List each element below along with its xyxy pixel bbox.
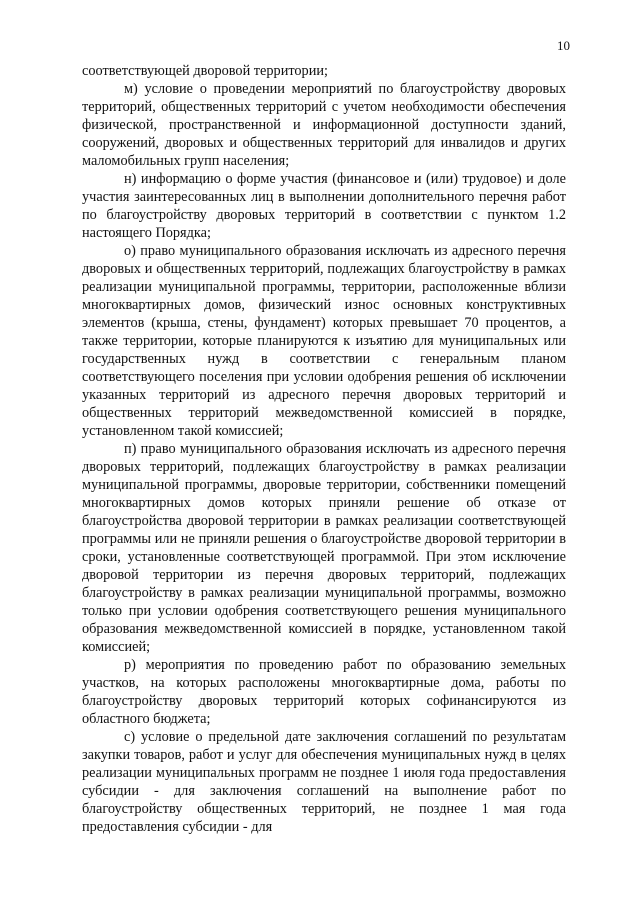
paragraph-item-s: с) условие о предельной дате заключения соглашений по результатам закупки товаров, работ и услуг для обеспечения муниципальных нужд в целях реализации муниципальных программ не позднее 1 июля года предоставления субсидии - для заключения соглашений на выполнение работ по благоустройству общественных территорий, не позднее 1 мая года предоставления субсидии - для (82, 729, 566, 835)
paragraph-item-n: н) информацию о форме участия (финансовое и (или) трудовое) и доле участия заинтересованных лиц в выполнении дополнительного перечня работ по благоустройству дворовых территорий в соответствии с пунктом 1.2 настоящего Порядка; (82, 171, 566, 241)
page-number: 10 (557, 38, 570, 53)
paragraph-item-m: м) условие о проведении мероприятий по благоустройству дворовых территорий, общественных территорий с учетом необходимости обеспечения физической, пространственной и информационной доступности зданий, сооружений, дворовых и общественных территорий для инвалидов и других маломобильных групп населения; (82, 81, 566, 169)
paragraph-item-o: о) право муниципального образования исключать из адресного перечня дворовых и общественных территорий, подлежащих благоустройству в рамках реализации муниципальной программы, территории, расположенные вблизи многоквартирных домов, физический износ основных конструктивных элементов (крыша, стены, фундамент) которых превышает 70 процентов, а также территории, которые планируются к изъятию для муниципальных или государственных нужд в соответствии с генеральным планом соответствующего поселения при условии одобрения решения об исключении указанных территорий из адресного перечня дворовых территорий и общественных территорий межведомственной комиссией в порядке, установленном такой комиссией; (82, 243, 566, 439)
paragraph-continuation: соответствующей дворовой территории; (82, 63, 328, 79)
document-body (82, 62, 566, 836)
paragraph-item-r: р) мероприятия по проведению работ по образованию земельных участков, на которых расположены многоквартирные дома, работы по благоустройству дворовых территорий которых софинансируются из областного бюджета; (82, 657, 566, 727)
paragraph-item-p: п) право муниципального образования исключать из адресного перечня дворовых территорий, подлежащих благоустройству в рамках реализации муниципальной программы, дворовые территории, собственники помещений многоквартирных домов которых приняли решение об отказе от благоустройства дворовой территории в рамках реализации соответствующей программы или не приняли решения о благоустройстве дворовой территории в сроки, установленные соответствующей программой. При этом исключение дворовой территории из перечня дворовых территорий, подлежащих благоустройству в рамках реализации муниципальной программы, возможно только при условии одобрения соответствующего решения муниципального образования межведомственной комиссией в порядке, установленном такой комиссией; (82, 441, 566, 655)
